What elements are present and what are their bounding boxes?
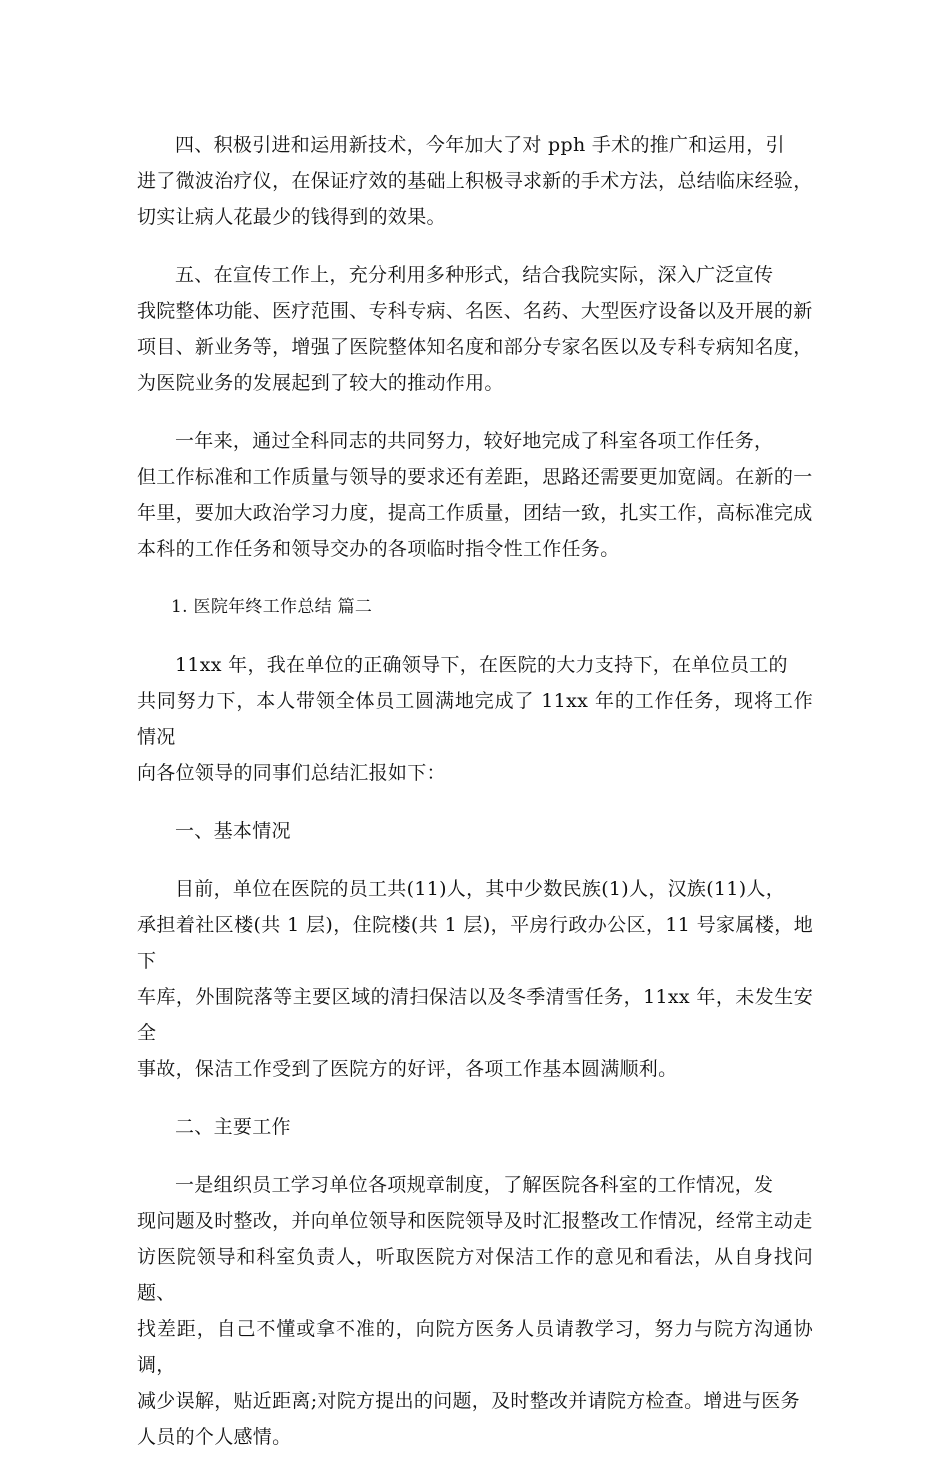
line: 本科的工作任务和领导交办的各项临时指令性工作任务。 — [137, 538, 620, 560]
line: 人员的个人感情。 — [137, 1426, 292, 1448]
line: 承担着社区楼(共 1 层)，住院楼(共 1 层)，平房行政办公区，11 号家属楼，地下 — [137, 914, 813, 972]
paragraph-main-work — [137, 1167, 813, 1455]
line: 一是组织员工学习单位各项规章制度，了解医院各科室的工作情况，发 — [175, 1174, 774, 1196]
line: 但工作标准和工作质量与领导的要求还有差距，思路还需要更加宽阔。在新的一 — [137, 466, 813, 488]
line: 我院整体功能、医疗范围、专科专病、名医、名药、大型医疗设备以及开展的新 — [137, 300, 813, 322]
line: 减少误解，贴近距离;对院方提出的问题，及时整改并请院方检查。增进与医务 — [137, 1390, 800, 1412]
line: 现问题及时整改，并向单位领导和医院领导及时汇报整改工作情况，经常主动走 — [137, 1210, 813, 1232]
line: 项目、新业务等，增强了医院整体知名度和部分专家名医以及专科专病知名度， — [137, 336, 813, 358]
paragraph-publicity — [137, 257, 813, 401]
line: 车库，外围院落等主要区域的清扫保洁以及冬季清雪任务，11xx 年，未发生安全 — [137, 986, 813, 1044]
paragraph-new-technology — [137, 127, 813, 235]
line: 年里，要加大政治学习力度，提高工作质量，团结一致，扎实工作，高标准完成 — [137, 502, 813, 524]
line: 访医院领导和科室负责人，听取医院方对保洁工作的意见和看法，从自身找问题、 — [137, 1246, 813, 1304]
line: 进了微波治疗仪，在保证疗效的基础上积极寻求新的手术方法，总结临床经验， — [137, 170, 813, 192]
paragraph-intro — [137, 647, 813, 791]
line: 11xx 年，我在单位的正确领导下，在医院的大力支持下，在单位员工的 — [175, 654, 788, 676]
line: 一年来，通过全科同志的共同努力，较好地完成了科室各项工作任务， — [175, 430, 774, 452]
paragraph-basic-situation — [137, 871, 813, 1087]
section-title: 1. 医院年终工作总结 篇二 — [171, 597, 373, 617]
heading-basic-situation: 一、基本情况 — [175, 820, 291, 842]
line: 事故，保洁工作受到了医院方的好评，各项工作基本圆满顺利。 — [137, 1058, 678, 1080]
line: 切实让病人花最少的钱得到的效果。 — [137, 206, 446, 228]
line: 向各位领导的同事们总结汇报如下： — [137, 762, 446, 784]
line: 目前，单位在医院的员工共(11)人，其中少数民族(1)人，汉族(11)人， — [175, 878, 786, 900]
paragraph-year-summary — [137, 423, 813, 567]
line: 共同努力下，本人带领全体员工圆满地完成了 11xx 年的工作任务，现将工作情况 — [137, 690, 813, 748]
heading-main-work: 二、主要工作 — [175, 1116, 291, 1138]
line: 找差距，自己不懂或拿不准的，向院方医务人员请教学习，努力与院方沟通协调， — [137, 1318, 813, 1376]
line: 为医院业务的发展起到了较大的推动作用。 — [137, 372, 504, 394]
line: 四、积极引进和运用新技术，今年加大了对 pph 手术的推广和运用，引 — [175, 134, 785, 156]
line: 五、在宣传工作上，充分利用多种形式，结合我院实际，深入广泛宣传 — [175, 264, 774, 286]
document-page — [137, 127, 813, 1477]
